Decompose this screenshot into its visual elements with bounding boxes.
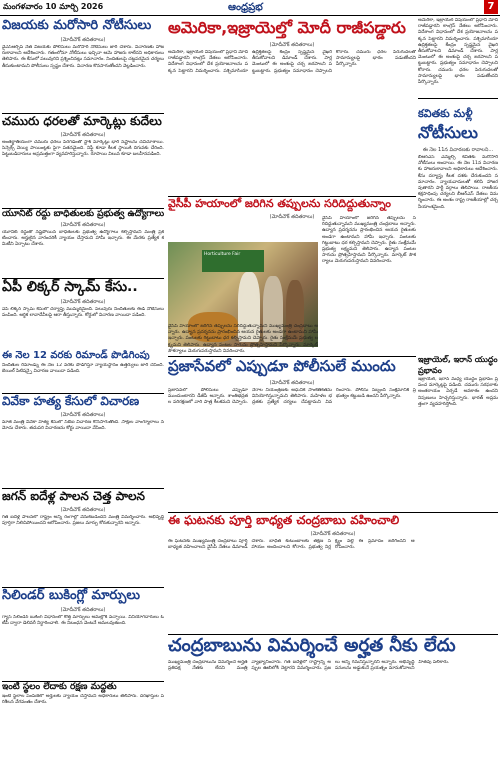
byline: (మోదీచౌక్ తదితరాలు): [269, 42, 315, 48]
headline: ప్రజాసేవలో ఎప్పుడూ పోలీసులే ముందు: [168, 357, 396, 375]
page-number: 7: [484, 0, 498, 14]
headline: ఈ ఘటనకు పూర్తి బాధ్యత చంద్రబాబు వహించాలి: [168, 513, 400, 527]
story-text: నిందితుల రిమాండ్ను ఈ నెల 12 వరకు పొడిగిస్తూ న్యాయస్థానం ఉత్తర్వులు జారీ చేసింది. బెయిల్ పిటిషన్పై విచారణ వాయిదా పడింది.: [2, 363, 164, 375]
headline: సిలిండర్ బుకింగ్లో మార్పులు: [2, 588, 141, 603]
story-3: [168, 356, 416, 510]
story-text: యూనిట్ రద్దుతో నష్టపోయిన బాధితులకు ప్రభుత్వ ఉద్యోగాలు కల్పిస్తామని మంత్రి ప్రకటించారు. అర్హులైన వారందరికీ న్యాయం చేస్తామని హామీ ఇచ్చారు. ఈ మేరకు ప్రత్యేక కమిటీని ఏర్పాటు చేశారు.: [2, 230, 164, 248]
headline: చమురు ధరలతో మార్కెట్లు కుదేలు: [2, 114, 162, 128]
headline: విజయకు మరోసారి నోటీసులు: [2, 18, 152, 33]
byline: (మోదీచౌక్ తదితరాలు): [310, 531, 356, 537]
right-headline-3: ఇజ్రాయెల్, ఇరాన్ యుద్ధం ప్రభావం: [418, 355, 498, 375]
right-headline-2: నోటీసులు: [418, 123, 478, 142]
left-story-7: [2, 489, 164, 587]
story-text: వైఎస్ఆర్సీపీ నేత విజయకు పోలీసులు మరోసారి నోటీసులు జారీ చేశారు. విచారణకు హాజరుకావాలని ఆదేశించారు. గతంలోనూ నోటీసులు ఇచ్చినా ఆమె హాజరు కాలేదని అధికారులు తెలిపారు. ఈ కేసులో పలువురిని ప్రశ్నించినట్లు సమాచారం. నిందితులపై చట్టపరమైన చర్యలు తీసుకుంటామని పోలీసులు స్పష్టం చేశారు. విచారణ కొనసాగుతోందని వెల్లడించారు.: [2, 45, 164, 69]
top-story: [168, 18, 416, 196]
headline: ఏపీ లిక్కర్ స్కామ్ కేసు..: [2, 279, 138, 295]
left-story-3: [2, 209, 164, 278]
story-4: [168, 512, 498, 632]
story-text: అమెరికా, ఇజ్రాయెల్ విషయంలో ప్రధాని మోదీ రాజీపడ్డారని కాంగ్రెస్ నేతలు ఆరోపించారు. విదేశాంగ విధానంలో దేశ ప్రయోజనాలను పక్కన పెట్టారని విమర్శించారు. పశ్చిమాసియా ఉద్రిక్తతలపై కేంద్రం స్పష్టమైన వైఖరి తీసుకోవాలని డిమాండ్ చేశారు. పార్లమెంటులో ఈ అంశంపై చర్చ జరపాలని పట్టుబట్టారు. ప్రభుత్వం సమాధానం చెప్పాలని కోరారు. చమురు ధరల పెరుగుదలతో సామాన్యులపై భారం పడుతోందని పేర్కొన్నారు.: [168, 50, 416, 74]
byline: (మోదీచౌక్ తదితరాలు): [60, 507, 106, 513]
headline: జగన్ ఐదేళ్ల పాలన చెత్త పాలన: [2, 489, 145, 503]
byline: (మోదీచౌక్ తదితరాలు): [269, 380, 315, 386]
story-text: వైసీపీ హయాంలో జరిగిన తప్పులను సరిదిద్దుతున్నామని ముఖ్యమంత్రి చంద్రబాబు అన్నారు. ఉద్యాన ప్రదర్శనను ప్రారంభించిన ఆయన రైతులకు అండగా ఉంటామని హామీ ఇచ్చారు. పంటలకు గిట్టుబాటు ధర కల్పిస్తామని చెప్పారు. రైతు సంక్షేమమే ప్రభుత్వ లక్ష్యమని తెలిపారు. ఉద్యాన పంటల సాగును ప్రోత్సహిస్తామని పేర్కొన్నారు. మార్కెట్ సౌకర్యాలు మెరుగుపరుస్తామని వివరించారు.: [322, 216, 416, 265]
story-text: ఇజ్రాయెల్, ఇరాన్ మధ్య యుద్ధం ప్రభావం ప్రపంచ మార్కెట్లపై పడింది. చమురు సరఫరాకు అంతరాయం ఏర్పడే అవకాశం ఉందని నిపుణులు హెచ్చరిస్తున్నారు. భారత్ అప్రమత్తంగా వ్యవహరిస్తోంది.: [418, 377, 498, 407]
photo-banner: Horticulture Fair: [202, 250, 264, 272]
left-column: [2, 18, 164, 782]
masthead: [0, 0, 500, 16]
headline: చంద్రబాబును విమర్శించే అర్హత నీకు లేదు: [168, 635, 456, 656]
left-story-6: [2, 394, 164, 488]
story-text: ఈ ఘటనకు ముఖ్యమంత్రి చంద్రబాబు పూర్తి బాధ్యత వహించాలని వైసీపీ నేతలు డిమాండ్ చేశారు. బాధిత కుటుంబాలకు తక్షణ సహాయం అందించాలని కోరారు. ప్రభుత్వ నిర్లక్ష్యం వల్లే ఈ ప్రమాదం జరిగిందని ఆరోపించారు.: [168, 539, 415, 551]
headline: వైసీపీ హయాంలో జరిగిన తప్పులను సరిదిద్దుతున్నాం: [168, 197, 391, 210]
story-text: అంతర్జాతీయంగా చమురు ధరలు పెరగడంతో స్టాక్ మార్కెట్లు భారీ నష్టాలను చవిచూశాయి. సెన్సెక్స్ వెయ్యి పాయింట్లకు పైగా పతనమైంది. నిఫ్టీ కూడా కీలక స్థాయికి దిగువకు చేరింది. పెట్టుబడిదారులు అప్రమత్తంగా వ్యవహరిస్తున్నారు. రూపాయి విలువ కూడా బలహీనపడింది.: [2, 140, 164, 158]
left-story-2: [2, 114, 164, 208]
story-5: [168, 634, 498, 782]
byline: (మోదీచౌక్ తదితరాలు): [60, 222, 106, 228]
story-text: ప్రజాసేవలో పోలీసులు ఎప్పుడూ ముందుంటారని డీజీపీ అన్నారు. శాంతిభద్రతల పరిరక్షణలో వారి పాత్ర కీలకమని చెప్పారు. నేరాల నియంత్రణకు ఆధునిక సాంకేతికతను వినియోగిస్తున్నామని తెలిపారు. మహిళల భద్రతకు ప్రత్యేక చర్యలు చేపట్టామని వివరించారు. పోలీసు సిబ్బంది సంక్షేమానికి ప్రభుత్వం కట్టుబడి ఉందని పేర్కొన్నారు.: [168, 388, 416, 406]
story-text: బీఆర్ఎస్ ఎమ్మెల్సీ కవితకు మరోసారి నోటీసులు అందాయి. ఈ నెల 11న విచారణకు హాజరుకావాలని అధికారులు ఆదేశించారు. కేసు దర్యాప్తు కీలక దశకు చేరుకుందని సమాచారం. న్యాయవాదులతో కలిసి హాజరవుతారని పార్టీ వర్గాలు తెలిపాయి. రాజకీయ కక్షసాధింపు చర్యలని బీఆర్ఎస్ నేతలు విమర్శించారు. ఈ అంశం రాష్ట్ర రాజకీయాల్లో చర్చనీయాంశమైంది.: [418, 155, 498, 210]
headline: యూనిట్ రద్దు బాధితులకు ప్రభుత్వ ఉద్యోగాలు: [2, 209, 164, 219]
right-column: [418, 18, 498, 518]
byline: (మోదీచౌక్ తదితరాలు): [269, 214, 315, 220]
headline: అమెరికా,ఇజ్రాయెల్తో మోదీ రాజీపడ్డారు: [168, 18, 406, 37]
left-story-9: [2, 682, 164, 754]
left-story-4: [2, 279, 164, 349]
story-text: ముఖ్యమంత్రి చంద్రబాబును విమర్శించే అర్హత ప్రతిపక్ష నేతకు లేదని మంత్రి వ్యాఖ్యానించారు. గత ఐదేళ్లలో రాష్ట్రాన్ని అప్పుల ఊబిలోకి నెట్టారని విమర్శించారు. ప్రజలు అన్నీ గమనిస్తున్నారని అన్నారు. అభివృద్ధి పనులను అడ్డుకునే ప్రయత్నం మానుకోవాలని హితవు పలికారు.: [168, 660, 450, 672]
left-story-5: [2, 349, 164, 393]
left-story-1: [2, 18, 164, 113]
story-text: మాజీ మంత్రి వివేకా హత్య కేసులో సీబీఐ విచారణ కొనసాగుతోంది. సాక్షుల వాంగ్మూలాలు నమోదు చేశారు. తదుపరి విచారణను కోర్టు వాయిదా వేసింది.: [2, 420, 164, 432]
headline: వివేకా హత్య కేసులో విచారణ: [2, 394, 140, 408]
story-text: వైసీపీ హయాంలో జరిగిన తప్పులను సరిదిద్దుతున్నామని ముఖ్యమంత్రి చంద్రబాబు అన్నారు. ఉద్యాన ప్రదర్శనను ప్రారంభించిన ఆయన రైతులకు అండగా ఉంటామని హామీ ఇచ్చారు. పంటలకు గిట్టుబాటు ధర కల్పిస్తామని చెప్పారు. రైతు సంక్షేమమే ప్రభుత్వ లక్ష్యమని తెలిపారు. ఉద్యాన పంటల సాగును ప్రోత్సహిస్తామని పేర్కొన్నారు. మార్కెట్ సౌకర్యాలు మెరుగుపరుస్తామని వివరించారు.: [168, 324, 318, 354]
byline: (మోదీచౌక్ తదితరాలు): [60, 299, 106, 305]
story-text: ఏపీ లిక్కర్ స్కామ్ కేసులో దర్యాప్తు ముమ్మరమైంది. పలువురు నిందితులకు ఈడీ నోటీసులు పంపింది. ఆర్థిక లావాదేవీలపై ఆరా తీస్తున్నారు. కోర్టులో విచారణ వాయిదా పడింది.: [2, 307, 164, 319]
byline: (మోదీచౌక్ తదితరాలు): [60, 412, 106, 418]
right-text-top: అమెరికా, ఇజ్రాయెల్ విషయంలో ప్రధాని మోదీ రాజీపడ్డారని కాంగ్రెస్ నేతలు ఆరోపించారు. విదేశాంగ విధానంలో దేశ ప్రయోజనాలను పక్కన పెట్టారని విమర్శించారు. పశ్చిమాసియా ఉద్రిక్తతలపై కేంద్రం స్పష్టమైన వైఖరి తీసుకోవాలని డిమాండ్ చేశారు. పార్లమెంటులో ఈ అంశంపై చర్చ జరపాలని పట్టుబట్టారు. ప్రభుత్వం సమాధానం చెప్పాలని కోరారు. చమురు ధరల పెరుగుదలతో సామాన్యులపై భారం పడుతోందని పేర్కొన్నారు.: [418, 18, 498, 86]
headline: ఈ నెల 12 వరకు రిమాండ్ పొడిగింపు: [2, 350, 150, 361]
story-2: [168, 196, 416, 354]
issue-date: మంగళవారం 10 మార్చి 2026: [3, 2, 104, 11]
story-text: గత ఐదేళ్ల పాలనలో రాష్ట్రం అన్ని రంగాల్లో వెనుకబడిందని మంత్రి విమర్శించారు. అభివృద్ధి పూర్తిగా నిలిచిపోయిందని ఆరోపించారు. ప్రజలు మార్పు కోరుకున్నారని అన్నారు.: [2, 515, 164, 527]
right-subhead: ఈ నెల 11న విచారణకు రావాలని...: [422, 147, 494, 153]
byline: (మోదీచౌక్ తదితరాలు): [60, 607, 106, 613]
byline: (మోదీచౌక్ తదితరాలు): [60, 132, 106, 138]
story-text: ఇంటి స్థలాల పంపిణీలో అర్హులకు న్యాయం చేస్తామని అధికారులు తెలిపారు. దరఖాస్తుల పరిశీలన వేగవంతం చేశారు.: [2, 694, 164, 706]
story-text: గ్యాస్ సిలిండర్ బుకింగ్ విధానంలో కొత్త మార్పులు అమల్లోకి వచ్చాయి. వినియోగదారులు ఓటీపీ ద్వారా డెలివరీ నిర్ధారించాలి. ఈ నిబంధన వెంటనే అమలవుతుంది.: [2, 615, 164, 627]
headline: ఇంటి స్థలం లేదాకు రక్షణ మద్దతు: [2, 682, 117, 692]
paper-logo: ఆంధ్రప్రభ: [228, 2, 263, 13]
right-headline-1: కవితకు మళ్లీ: [418, 107, 473, 120]
byline: (మోదీచౌక్ తదితరాలు): [60, 37, 106, 43]
left-story-8: [2, 588, 164, 681]
